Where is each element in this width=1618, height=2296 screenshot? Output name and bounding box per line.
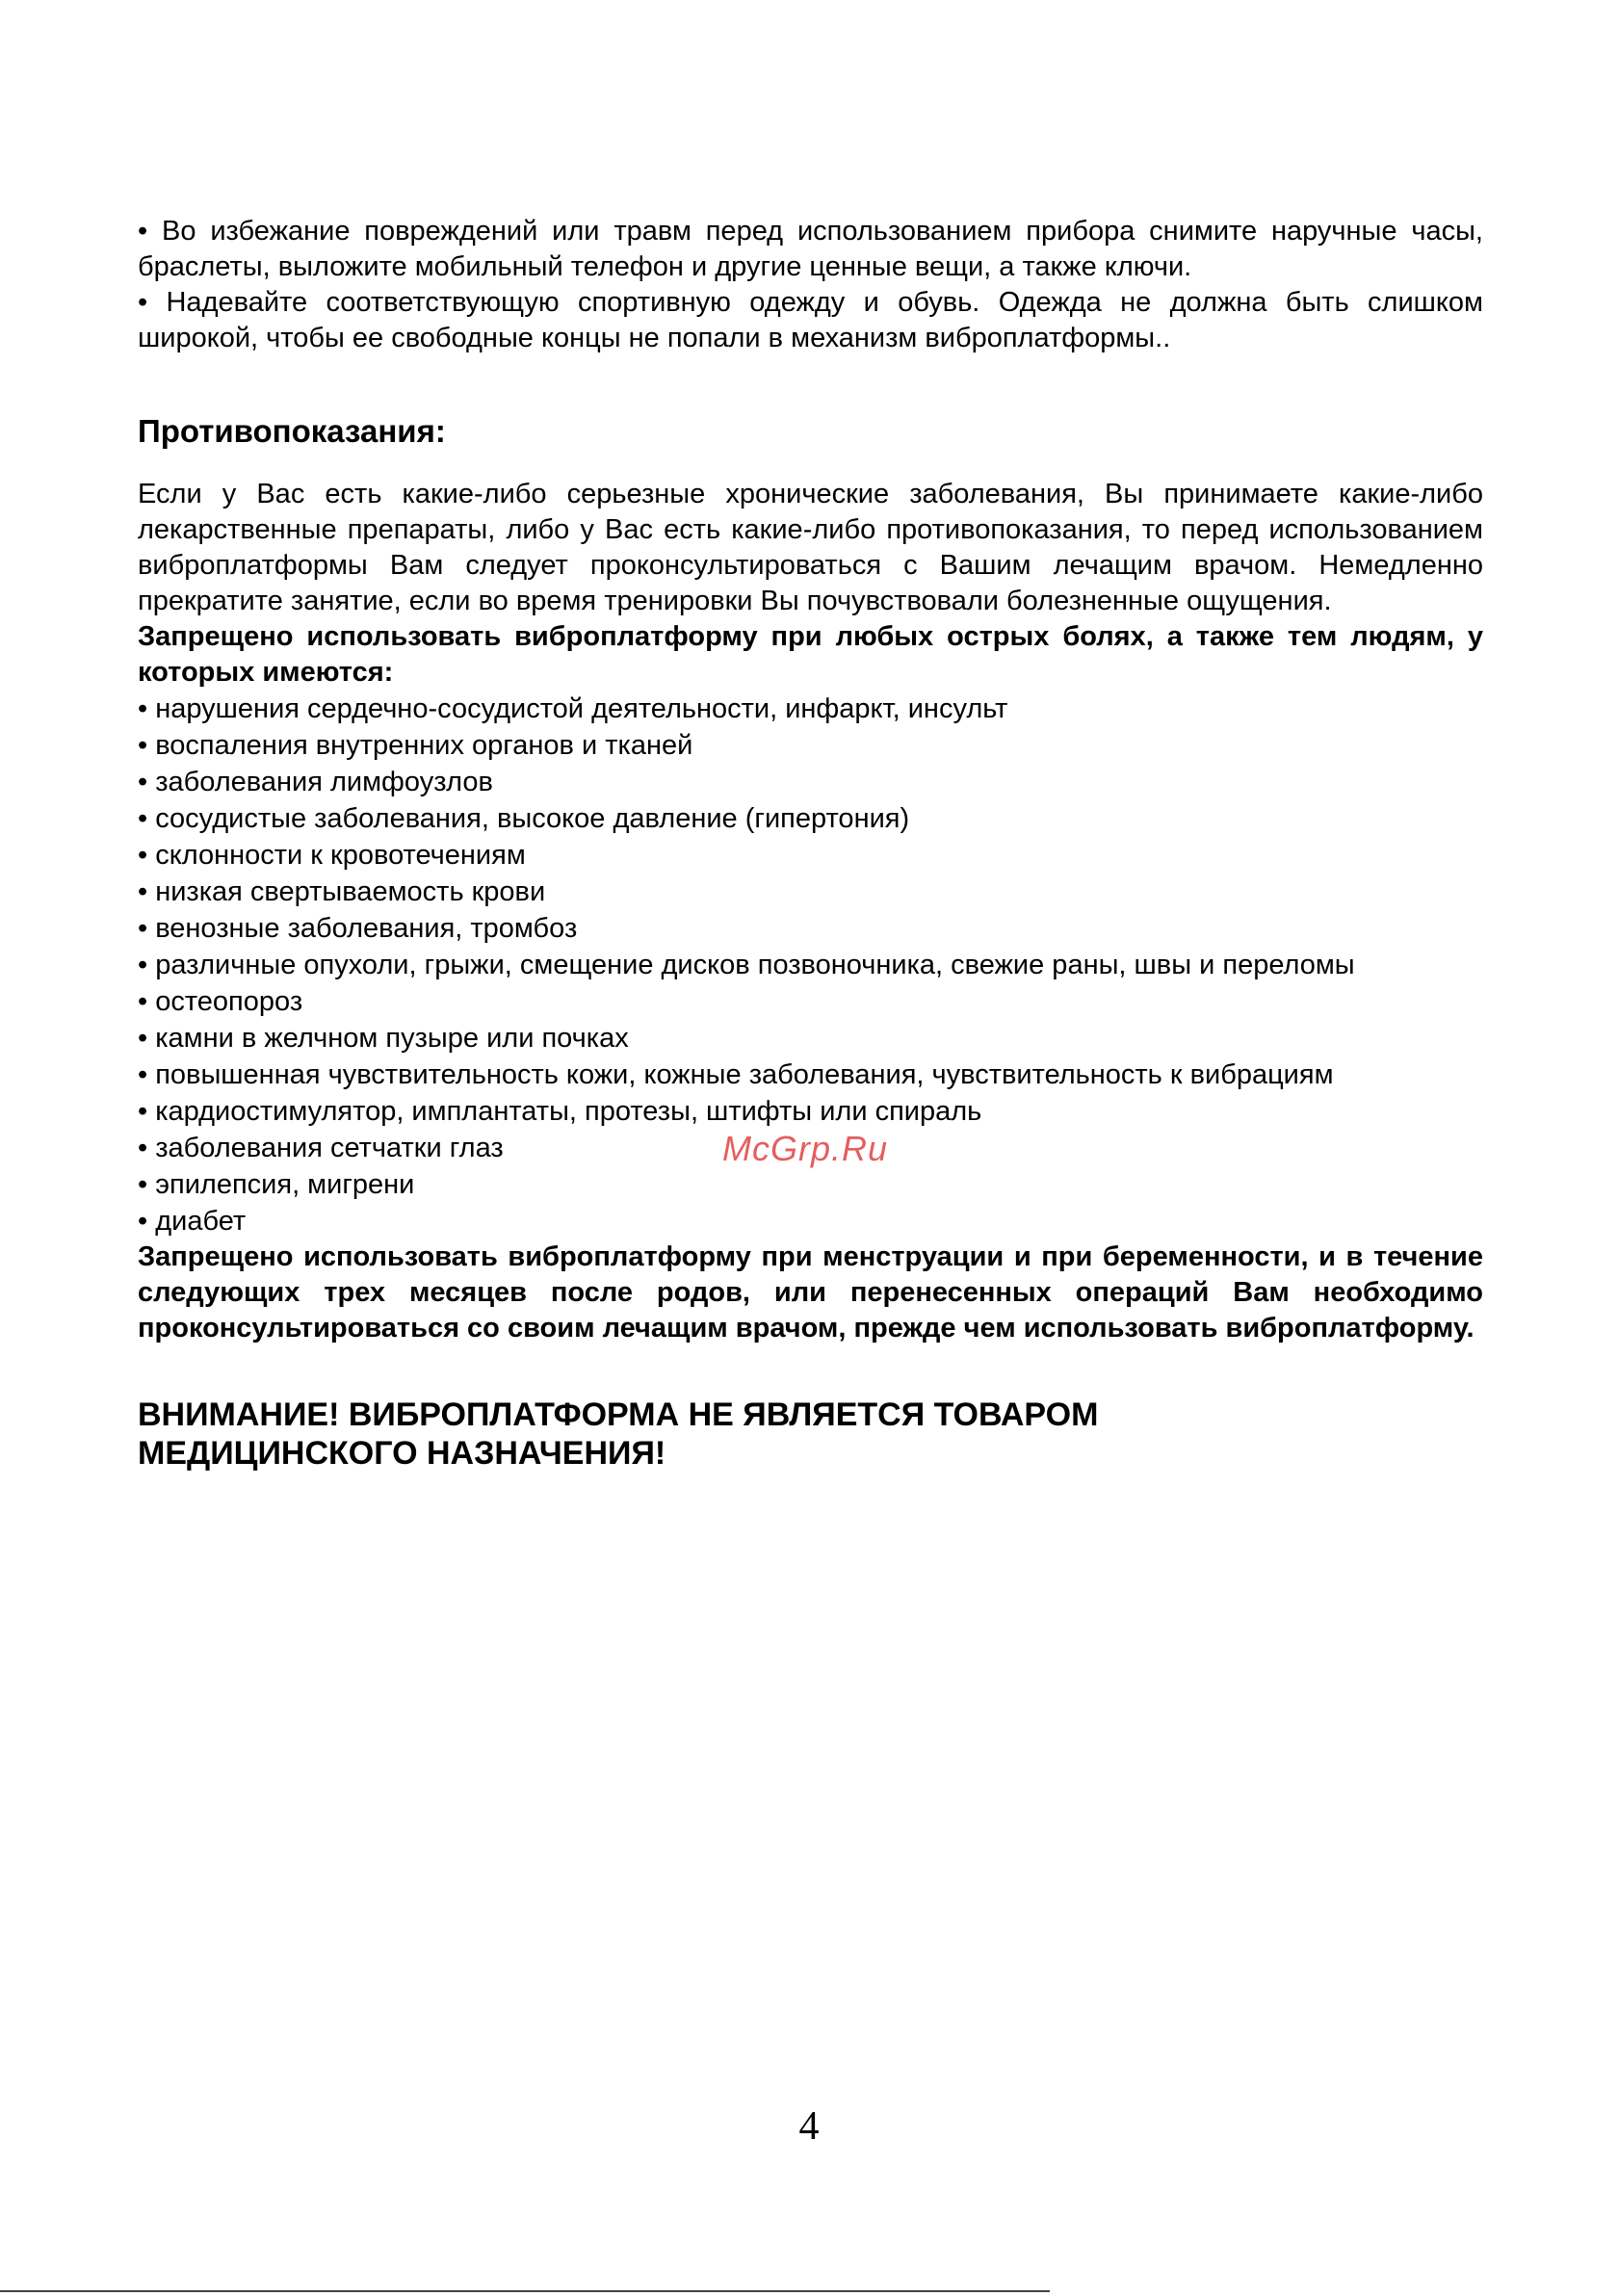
forbidden-intro: Запрещено использовать виброплатформу при любых острых болях, а также тем людям, у которых имеются:	[138, 621, 1483, 688]
list-item: • остеопороз	[138, 986, 303, 1017]
list-item: • заболевания лимфоузлов	[138, 767, 493, 797]
list-item: • венозные заболевания, тромбоз	[138, 913, 578, 944]
list-item: • повышенная чувствительность кожи, кожные заболевания, чувствительность к вибрациям	[138, 1059, 1334, 1090]
list-item: • заболевания сетчатки глаз	[138, 1133, 504, 1163]
bottom-edge-line	[0, 2290, 1050, 2292]
watermark-text: McGrp.Ru	[722, 1129, 889, 1168]
list-item: • диабет	[138, 1206, 247, 1237]
list-item: • воспаления внутренних органов и тканей	[138, 730, 693, 761]
list-item: • кардиостимулятор, имплантаты, протезы, штифты или спираль	[138, 1096, 982, 1127]
intro-paragraph-clothing: • Надевайте соответствующую спортивную одежду и обувь. Одежда не должна быть слишком широкой, чтобы ее свободные концы не попали в механизм виброплатформы..	[138, 287, 1483, 353]
list-item: • эпилепсия, мигрени	[138, 1169, 415, 1200]
list-item: • сосудистые заболевания, высокое давление (гипертония)	[138, 803, 910, 834]
list-item: • нарушения сердечно-сосудистой деятельности, инфаркт, инсульт	[138, 693, 1008, 724]
list-item: • низкая свертываемость крови	[138, 876, 546, 907]
page-number: 4	[798, 2104, 820, 2149]
document-page	[138, 214, 1483, 1473]
medical-warning: ВНИМАНИЕ! ВИБРОПЛАТФОРМА НЕ ЯВЛЯЕТСЯ ТОВАРОМ МЕДИЦИНСКОГО НАЗНАЧЕНИЯ!	[138, 1396, 1099, 1472]
list-item: • склонности к кровотечениям	[138, 840, 526, 871]
list-item: • различные опухоли, грыжи, смещение дисков позвоночника, свежие раны, швы и переломы	[138, 950, 1355, 980]
list-item: • камни в желчном пузыре или почках	[138, 1023, 629, 1054]
intro-paragraph-watch: • Во избежание повреждений или травм перед использованием прибора снимите наручные часы, браслеты, выложите мобильный телефон и другие ценные вещи, а также ключи.	[138, 216, 1483, 282]
contraindications-heading: Противопоказания:	[138, 413, 446, 449]
contraindications-text: Если у Вас есть какие-либо серьезные хронические заболевания, Вы принимаете какие-либо лекарственные препараты, либо у Вас есть какие-либо противопоказания, то перед использованием виброплатформы Вам следует проконсультироваться с Вашим лечащим врачом. Немедленно прекратите занятие, если во время тренировки Вы почувствовали болезненные ощущения.	[138, 479, 1483, 616]
forbidden-pregnancy: Запрещено использовать виброплатформу при менструации и при беременности, и в течение следующих трех месяцев после родов, или перенесенных операций Вам необходимо проконсультироваться со своим лечащим врачом, прежде чем использовать виброплатформу.	[138, 1241, 1483, 1344]
